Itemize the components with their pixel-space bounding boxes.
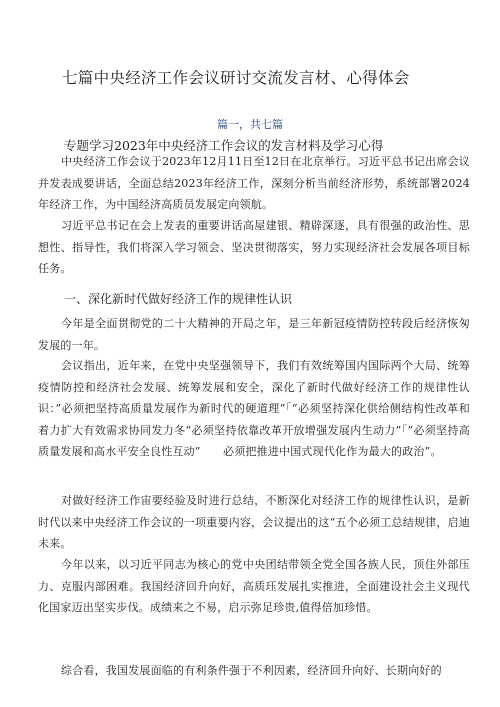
article-subtitle: 专题学习2023年中央经济工作会议的发言材料及学习心得 [64,138,384,153]
document-title: 七篇中央经济工作会议研讨交流发言材、心得体会 [62,69,410,87]
part-label: 篇一，共七篇 [217,118,283,131]
paragraph: 对做好经济工作宙要经验及时进行总结，不断深化对经济工作的规律性认识，是新时代以来中央经济工作会议的一项重要内容，会议提出的这“五个必须工总结规律，启迪未来。 [38,494,470,550]
paragraph: 今年是全面贯彻党的二十大精神的开局之年，是三年新冠疫情防控转段后经济恢匆发展的一年。 [38,317,470,352]
paragraph: 习近平总书记在会上发表的重要讲话高屋建银、精辟深逐，具有很强的政治性、思想性、指导性，我们将深入学习领会、坚决贯彻落实，努力实现经济社会发展各项目标任务。 [38,219,470,275]
section-heading: 一、深化新时代做好经济工作的规律性认识 [64,292,293,306]
paragraph: 今年以来，以习近平同志为核心的党中央团结带领全党全国各族人民，顶住外部压力、克服内部困难。我国经济回升向好，高质珏发展扎实推进，全面建设社会主义现代化国家迈出坚实步伐。成绩来之不易，启示弥足珍贵,值得倍加珍惜。 [38,558,470,614]
paragraph: 综合看，我国发展面临的有利条件强于不利因素，经济回升向好、长期向好的 [61,664,442,677]
paragraph: 会议指出，近年来，在党中央坚强领导下，我们有效统筹国内国际两个大局、统筹疫情防控和经济社会发展、统筹发展和安全，深化了新时代做好经济工作的规律性认识：”必须把坚持高质量发展作为新时代的硬道理”「“必须坚持深化供给侧结构性改革和着力扩大有效需求协同发力冬“必须坚持依靠改革开放增强发展内生动力”「”必须坚持高质量发展和高水平安全良性互动” 必须把推进中国式现代化作为最大的政治”。 [38,359,470,458]
paragraph: 中央经济工作会议于2023年12月11日至12日在北京举行。习近平总书记出席会议并发表成要讲话，全面总结2023年经济工作，深刻分析当前经济形势，系统部署2024年经济工作，为中国经济高质员发展定向领航。 [38,155,470,211]
